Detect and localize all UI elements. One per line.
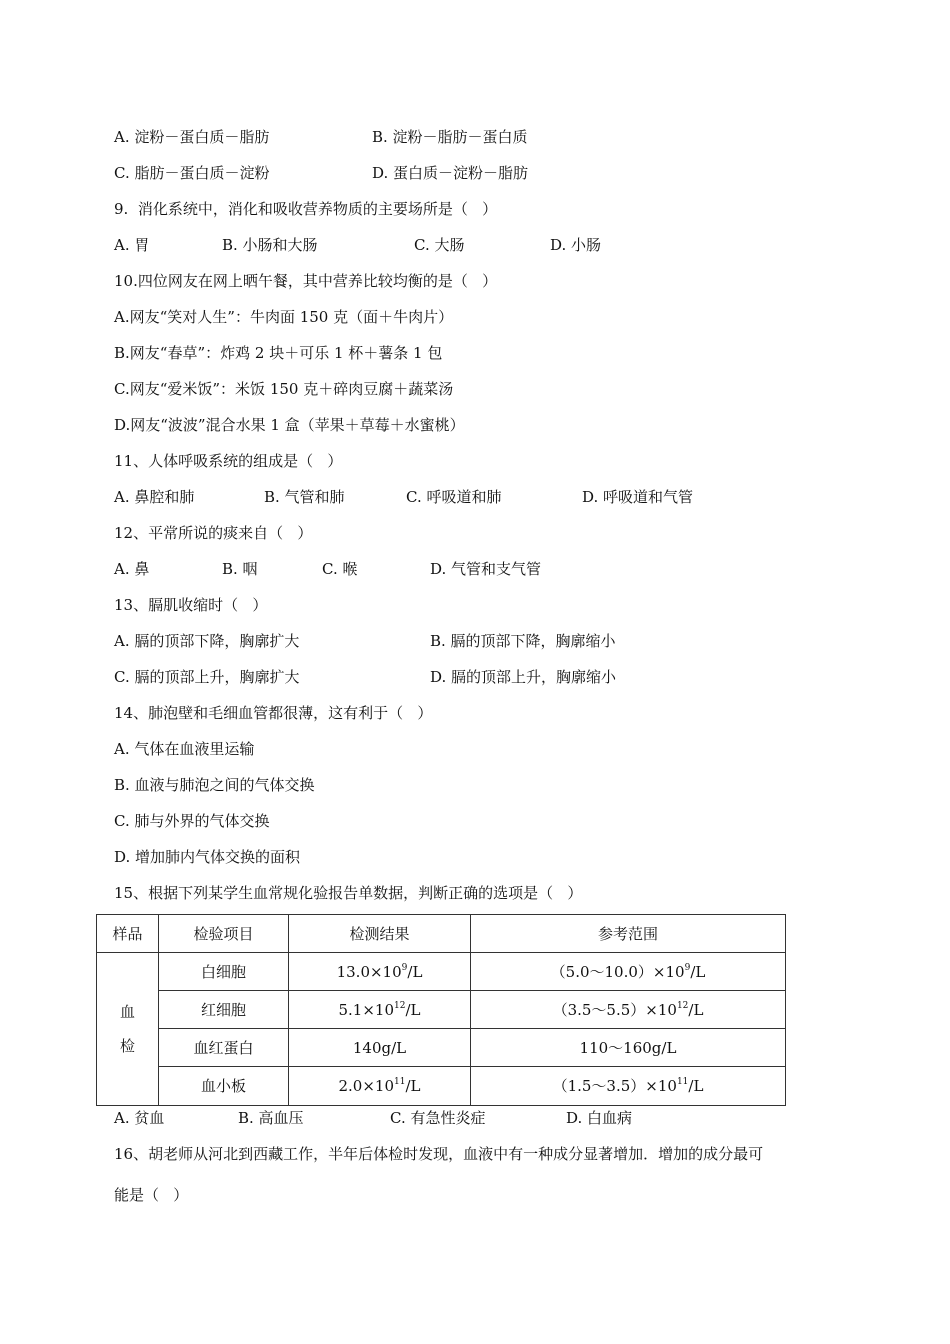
reference-cell: 110～160g/L xyxy=(471,1029,786,1067)
result-cell: $2.0\times 10^{11}/L$ xyxy=(289,1067,471,1106)
q16-stem-line-2: 能是（ ） xyxy=(114,1186,189,1204)
sample-cell xyxy=(97,953,159,1106)
q11-option-a: A. 鼻腔和肺 xyxy=(114,488,195,506)
q11-option-b: B. 气管和肺 xyxy=(264,488,345,506)
q9-option-a: A. 胃 xyxy=(114,236,150,254)
q10-option-b: B.网友“春草”：炸鸡 2 块＋可乐 1 杯＋薯条 1 包 xyxy=(114,344,443,362)
item-cell: 血小板 xyxy=(159,1067,289,1106)
q15-option-c: C. 有急性炎症 xyxy=(390,1109,486,1127)
q8-option-d: D. 蛋白质－淀粉－脂肪 xyxy=(372,164,529,182)
reference-cell: $(5.0\sim 10.0)\times 10^9/L$ xyxy=(471,953,786,991)
q12-option-a: A. 鼻 xyxy=(114,560,150,578)
q13-stem: 13、膈肌收缩时（ ） xyxy=(114,596,268,614)
q8-option-c: C. 脂肪－蛋白质－淀粉 xyxy=(114,164,270,182)
item-cell: 血红蛋白 xyxy=(159,1029,289,1067)
result-cell: $13.0\times 10^9/L$ xyxy=(289,953,471,991)
sample-line-1: 血 xyxy=(119,1003,135,1021)
blood-test-table xyxy=(96,914,786,1106)
q12-option-b: B. 咽 xyxy=(222,560,258,578)
q13-option-d: D. 膈的顶部上升，胸廓缩小 xyxy=(430,668,617,686)
q11-option-d: D. 呼吸道和气管 xyxy=(582,488,694,506)
table-header-row xyxy=(97,915,786,953)
q9-option-d: D. 小肠 xyxy=(550,236,602,254)
q10-option-d: D.网友“波波”混合水果 1 盒（苹果＋草莓＋水蜜桃） xyxy=(114,416,465,434)
reference-cell: $(1.5\sim 3.5)\times 10^{11}/L$ xyxy=(471,1067,786,1106)
header-reference: 参考范围 xyxy=(471,915,786,953)
q8-option-b: B. 淀粉－脂肪－蛋白质 xyxy=(372,128,528,146)
table-row xyxy=(97,991,786,1029)
q8-option-a: A. 淀粉－蛋白质－脂肪 xyxy=(114,128,270,146)
q9-option-b: B. 小肠和大肠 xyxy=(222,236,318,254)
q16-stem-line-1: 16、胡老师从河北到西藏工作，半年后体检时发现，血液中有一种成分显著增加．增加的成分最可 xyxy=(114,1145,764,1163)
q11-stem: 11、人体呼吸系统的组成是（ ） xyxy=(114,452,343,470)
q13-option-c: C. 膈的顶部上升，胸廓扩大 xyxy=(114,668,300,686)
result-cell: 140g/L xyxy=(289,1029,471,1067)
q15-option-b: B. 高血压 xyxy=(238,1109,304,1127)
table-row xyxy=(97,1029,786,1067)
q12-option-d: D. 气管和支气管 xyxy=(430,560,542,578)
q14-stem: 14、肺泡壁和毛细血管都很薄，这有利于（ ） xyxy=(114,704,433,722)
table-row xyxy=(97,953,786,991)
header-result: 检测结果 xyxy=(289,915,471,953)
reference-cell: $(3.5\sim 5.5)\times 10^{12}/L$ xyxy=(471,991,786,1029)
q10-option-c: C.网友“爱米饭”：米饭 150 克＋碎肉豆腐＋蔬菜汤 xyxy=(114,380,454,398)
q9-option-c: C. 大肠 xyxy=(414,236,465,254)
header-item: 检验项目 xyxy=(159,915,289,953)
q12-stem: 12、平常所说的痰来自（ ） xyxy=(114,524,313,542)
item-cell: 红细胞 xyxy=(159,991,289,1029)
q15-stem: 15、根据下列某学生血常规化验报告单数据，判断正确的选项是（ ） xyxy=(114,884,583,902)
q10-stem: 10.四位网友在网上晒午餐，其中营养比较均衡的是（ ） xyxy=(114,272,498,290)
q10-option-a: A.网友“笑对人生”：牛肉面 150 克（面＋牛肉片） xyxy=(114,308,454,326)
q14-option-a: A. 气体在血液里运输 xyxy=(114,740,255,758)
q14-option-c: C. 肺与外界的气体交换 xyxy=(114,812,270,830)
q15-option-a: A. 贫血 xyxy=(114,1109,165,1127)
q9-stem: 9. 消化系统中，消化和吸收营养物质的主要场所是（ ） xyxy=(114,200,498,218)
table-row xyxy=(97,1067,786,1106)
item-cell: 白细胞 xyxy=(159,953,289,991)
header-sample: 样品 xyxy=(97,915,159,953)
q14-option-d: D. 增加肺内气体交换的面积 xyxy=(114,848,301,866)
q13-option-a: A. 膈的顶部下降，胸廓扩大 xyxy=(114,632,300,650)
q14-option-b: B. 血液与肺泡之间的气体交换 xyxy=(114,776,315,794)
q13-option-b: B. 膈的顶部下降，胸廓缩小 xyxy=(430,632,616,650)
q15-option-d: D. 白血病 xyxy=(566,1109,633,1127)
result-cell: $5.1\times 10^{12}/L$ xyxy=(289,991,471,1029)
sample-line-2: 检 xyxy=(119,1037,135,1055)
q12-option-c: C. 喉 xyxy=(322,560,358,578)
q11-option-c: C. 呼吸道和肺 xyxy=(406,488,502,506)
